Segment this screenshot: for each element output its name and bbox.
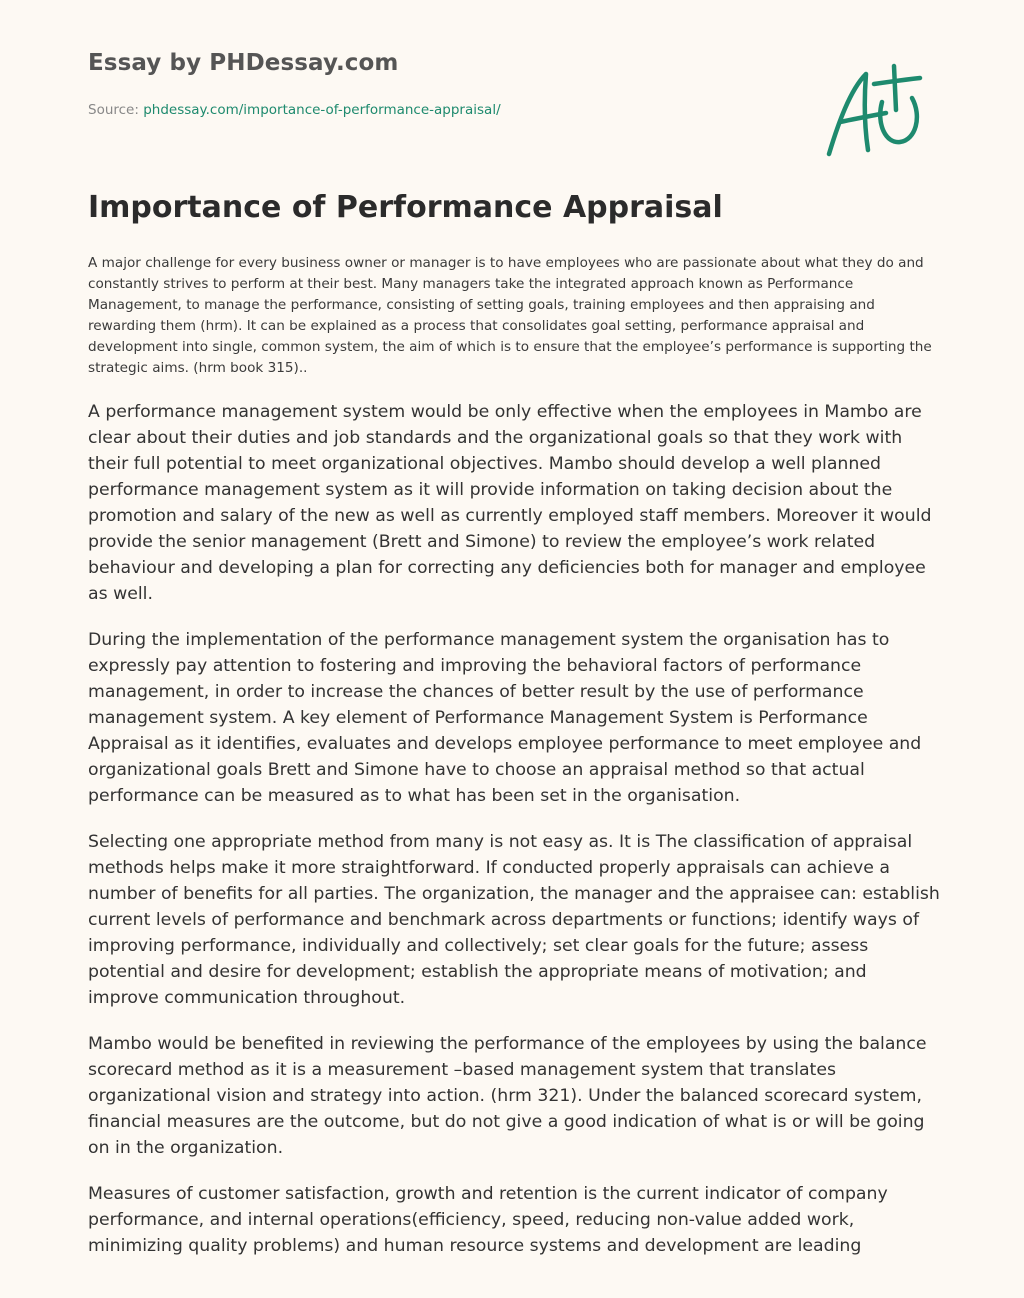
body-paragraph: During the implementation of the performance management system the organisation has to expressly pay attention to fostering and improving the behavioral factors of performance management, in order to increase the chances of better result by the use of performance management system. A key element of Performance Management System is Performance Appraisal as it identifies, evaluates and develops employee performance to meet employee and organizational goals Brett and Simone have to choose an appraisal method so that actual performance can be measured as to what has been set in the organisation. (88, 630, 922, 806)
body-paragraph: Mambo would be benefited in reviewing the performance of the employees by using the balance scorecard method as it is a measurement –based management system that translates organizational vision and strategy into action. (hrm 321). Under the balanced scorecard system, financial measures are the outcome, but do not give a good indication of what is or will be going on in the organization. (88, 1034, 927, 1158)
essay-body (88, 399, 940, 1279)
a-plus-icon (824, 62, 928, 162)
body-paragraph: Selecting one appropriate method from many is not easy as. It is The classification of appraisal methods helps make it more straightforward. If conducted properly appraisals can achieve a number of benefits for all parties. The organization, the manager and the appraisee can: establish current levels of performance and benchmark across departments or functions; identify ways of improving performance, individually and collectively; set clear goals for the future; assess potential and desire for development; establish the appropriate means of motivation; and improve communication throughout. (88, 832, 940, 1008)
source-line (88, 102, 501, 118)
site-brand: Essay by PHDessay.com (88, 50, 399, 76)
body-paragraph: A performance management system would be only effective when the employees in Mambo are clear about their duties and job standards and the organizational goals so that they work with their full potential to meet organizational objectives. Mambo should develop a well planned performance management system as it will provide information on taking decision about the promotion and salary of the new as well as currently employed staff members. Moreover it would provide the senior management (Brett and Simone) to review the employee’s work related behaviour and developing a plan for correcting any deficiencies both for manager and employee as well. (88, 402, 932, 604)
source-label: Source: (88, 102, 144, 118)
body-paragraph: Measures of customer satisfaction, growth and retention is the current indicator of company performance, and internal operations(efficiency, speed, reducing non-value added work, minimizing quality problems) and human resource systems and development are leading (88, 1184, 888, 1256)
intro-paragraph: A major challenge for every business owner or manager is to have employees who are passionate about what they do and constantly strives to perform at their best. Many managers take the integrated approach known as Performance Management, to manage the performance, consisting of setting goals, training employees and then appraising and rewarding them (hrm). It can be explained as a process that consolidates goal setting, performance appraisal and development into single, common system, the aim of which is to ensure that the employee’s performance is supporting the strategic aims. (hrm book 315).. (88, 255, 932, 376)
source-link[interactable]: phdessay.com/importance-of-performance-appraisal/ (143, 102, 501, 118)
page-title: Importance of Performance Appraisal (88, 190, 723, 225)
